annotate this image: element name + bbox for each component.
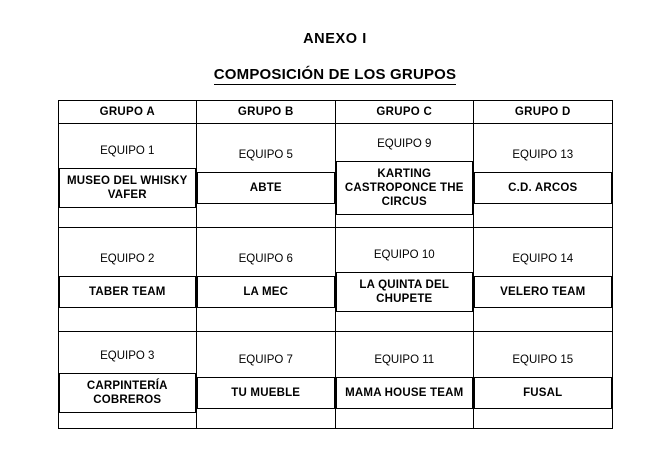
team-name-box — [197, 377, 335, 409]
column-header-grupo-b: GRUPO B — [197, 101, 336, 124]
column-header-grupo-a: GRUPO A — [58, 101, 197, 124]
team-name: LA QUINTA DEL CHUPETE — [359, 279, 450, 305]
team-name: C.D. ARCOS — [508, 182, 578, 194]
page-subtitle — [0, 66, 670, 83]
team-name-box — [197, 276, 335, 308]
team-cell — [197, 332, 336, 429]
team-slot-label: EQUIPO 7 — [238, 353, 293, 366]
team-slot-label: EQUIPO 14 — [512, 253, 574, 265]
column-header-grupo-c: GRUPO C — [335, 101, 474, 124]
team-slot-label: EQUIPO 15 — [512, 353, 574, 366]
table-row — [58, 124, 612, 228]
team-name-box — [197, 172, 335, 204]
team-slot-label: EQUIPO 3 — [100, 349, 155, 362]
team-name: MAMA HOUSE TEAM — [345, 386, 464, 399]
team-cell — [474, 228, 613, 332]
team-name-box — [474, 276, 612, 308]
team-name-box — [336, 272, 474, 312]
team-name: TU MUEBLE — [231, 386, 301, 399]
table-row — [58, 332, 612, 429]
table-header-row — [58, 101, 612, 124]
team-slot-label: EQUIPO 1 — [100, 145, 155, 157]
groups-table — [58, 100, 613, 429]
team-cell — [335, 228, 474, 332]
document-page — [0, 31, 670, 456]
team-name-box — [336, 377, 474, 409]
team-name: CARPINTERÍA COBREROS — [86, 379, 168, 406]
team-cell — [474, 332, 613, 429]
team-name: MUSEO DEL WHISKY VAFER — [66, 175, 188, 201]
team-name-box — [474, 172, 612, 204]
team-name-box — [474, 377, 612, 409]
team-slot-label: EQUIPO 9 — [377, 138, 432, 150]
team-slot-label: EQUIPO 13 — [512, 149, 574, 161]
team-cell — [197, 228, 336, 332]
team-name: TABER TEAM — [88, 286, 166, 298]
team-slot-label: EQUIPO 10 — [373, 249, 435, 261]
team-cell — [335, 124, 474, 228]
team-name: ABTE — [249, 182, 282, 194]
team-name: VELERO TEAM — [500, 286, 586, 298]
page-subtitle-text: COMPOSICIÓN DE LOS GRUPOS — [213, 66, 457, 83]
team-cell — [58, 228, 197, 332]
team-cell — [58, 332, 197, 429]
team-name-box — [59, 276, 197, 308]
page-title: ANEXO I — [303, 31, 367, 47]
team-cell — [197, 124, 336, 228]
table-row — [58, 228, 612, 332]
team-name: LA MEC — [243, 286, 289, 298]
team-cell — [335, 332, 474, 429]
team-slot-label: EQUIPO 5 — [238, 149, 293, 161]
team-name-box — [59, 168, 197, 208]
team-cell — [474, 124, 613, 228]
team-cell — [58, 124, 197, 228]
column-header-grupo-d: GRUPO D — [474, 101, 613, 124]
team-name-box — [336, 161, 474, 215]
team-slot-label: EQUIPO 11 — [374, 353, 435, 366]
team-name: FUSAL — [523, 386, 563, 399]
team-slot-label: EQUIPO 2 — [100, 253, 155, 265]
team-name: KARTING CASTROPONCE THE CIRCUS — [344, 168, 464, 208]
team-slot-label: EQUIPO 6 — [238, 253, 293, 265]
team-name-box — [59, 373, 197, 413]
